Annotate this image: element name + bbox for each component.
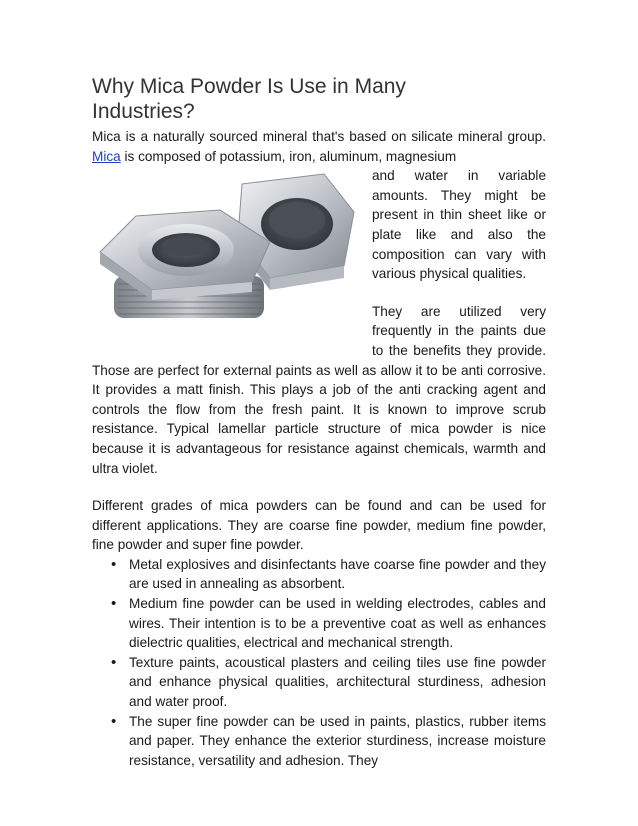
intro-paragraph-lead <box>92 127 546 166</box>
document-page <box>92 74 546 770</box>
list-item: • Metal explosives and disinfectants have coarse fine powder and they are used in annealing as absorbent. <box>129 555 546 594</box>
intro-paragraph-wrap: and water in variable amounts. They might be present in thin sheet like or plate like and also the composition can vary with various physical qualities. <box>372 168 546 282</box>
intro-text-start: is composed of potassium, iron, aluminum, magnesium <box>120 148 457 164</box>
hex-nuts-illustration <box>92 166 358 338</box>
hex-nut-left <box>100 210 270 318</box>
page-title: Why Mica Powder Is Use in Many Industries? <box>92 75 406 123</box>
grades-list <box>92 555 546 771</box>
metal-hex-nuts-image <box>92 166 358 338</box>
intro-text-before-link: Mica is a naturally sourced mineral that's based on silicate mineral group. <box>92 129 546 144</box>
paragraph-gap <box>92 478 546 496</box>
list-item: • Medium fine powder can be used in welding electrodes, cables and wires. Their intention is to be a preventive coat as well as enhances dielectric qualities, electrical and mechanical strength. <box>129 594 546 653</box>
list-item: • The super fine powder can be used in paints, plastics, rubber items and paper. They enhance the exterior sturdiness, increase moisture resistance, versatility and adhesion. They <box>129 712 546 771</box>
list-item: • Texture paints, acoustical plasters and ceiling tiles use fine powder and enhance physical qualities, architectural sturdiness, adhesion and water proof. <box>129 653 546 712</box>
mica-link[interactable]: Mica <box>92 148 121 164</box>
grades-paragraph: Different grades of mica powders can be found and can be used for different applications. They are coarse fine powder, medium fine powder, fine powder and super fine powder. <box>92 498 546 553</box>
paints-paragraph: They are utilized very frequently in the paints due to the benefits they provide. Those are perfect for external paints as well as allow it to be anti corrosive. It provides a matt finish. This plays a job of the anti cracking agent and controls the flow from the fresh paint. It is known to improve scrub resistance. Typical lamellar particle structure of mica powder is nice because it is advantageous for resistance against chemicals, warmth and ultra violet. <box>92 303 546 476</box>
